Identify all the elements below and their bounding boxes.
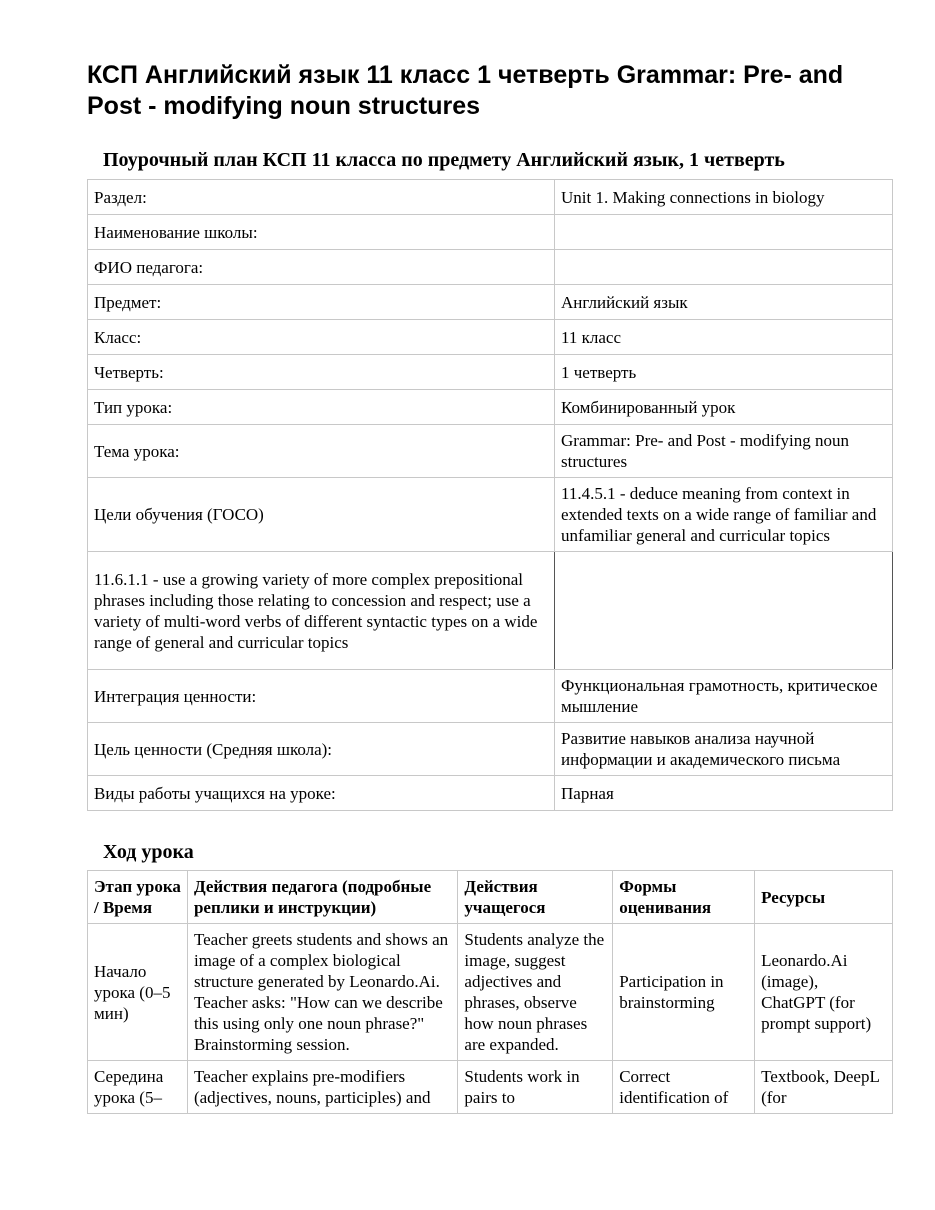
table-row (88, 1061, 893, 1114)
table-header-row (88, 871, 893, 924)
info-label: Четверть: (88, 355, 555, 390)
info-value (555, 250, 893, 285)
table-cell: Students work in pairs to (458, 1061, 613, 1114)
column-header: Формы оценивания (613, 871, 755, 924)
table-cell: Начало урока (0–5 мин) (88, 924, 188, 1061)
table-row (88, 215, 893, 250)
table-row (88, 776, 893, 811)
info-value: Английский язык (555, 285, 893, 320)
info-label: Тема урока: (88, 425, 555, 478)
table-row (88, 285, 893, 320)
info-label: Наименование школы: (88, 215, 555, 250)
column-header: Действия учащегося (458, 871, 613, 924)
table-cell: Participation in brainstorming (613, 924, 755, 1061)
table-row (88, 355, 893, 390)
table-cell: Textbook, DeepL (for (755, 1061, 893, 1114)
info-label: Предмет: (88, 285, 555, 320)
column-header: Этап урока / Время (88, 871, 188, 924)
table-cell: Teacher explains pre-modifiers (adjectives, nouns, participles) and (187, 1061, 457, 1114)
table-row (88, 425, 893, 478)
info-value: Grammar: Pre- and Post - modifying noun structures (555, 425, 893, 478)
info-value: Парная (555, 776, 893, 811)
info-value: 11.4.5.1 - deduce meaning from context in extended texts on a wide range of familiar and unfamiliar general and curricular topics (555, 478, 893, 552)
table-row (88, 320, 893, 355)
info-label: Виды работы учащихся на уроке: (88, 776, 555, 811)
info-value: Развитие навыков анализа научной информации и академического письма (555, 723, 893, 776)
table-row (88, 478, 893, 552)
lesson-table-viewport (87, 870, 895, 1165)
info-value (555, 215, 893, 250)
table-row (88, 552, 893, 670)
lesson-table (87, 870, 893, 1114)
info-value: 1 четверть (555, 355, 893, 390)
info-value (555, 552, 893, 670)
table-row (88, 723, 893, 776)
table-cell: Correct identification of (613, 1061, 755, 1114)
column-header: Действия педагога (подробные реплики и инструкции) (187, 871, 457, 924)
info-label: 11.6.1.1 - use a growing variety of more complex prepositional phrases including those relating to concession and respect; use a variety of multi-word verbs of different syntactic types on a wide range of general and curricular topics (88, 552, 555, 670)
info-value: Unit 1. Making connections in biology (555, 180, 893, 215)
info-label: Класс: (88, 320, 555, 355)
info-label: Раздел: (88, 180, 555, 215)
info-label: Интеграция ценности: (88, 670, 555, 723)
lesson-info-table (87, 179, 893, 811)
info-label: Цели обучения (ГОСО) (88, 478, 555, 552)
table-row (88, 924, 893, 1061)
table-cell: Students analyze the image, suggest adjectives and phrases, observe how noun phrases are expanded. (458, 924, 613, 1061)
column-header: Ресурсы (755, 871, 893, 924)
table-cell: Teacher greets students and shows an image of a complex biological structure generated by Leonardo.Ai. Teacher asks: "How can we describe this using only one noun phrase?" Brainstorming session. (187, 924, 457, 1061)
table-row (88, 670, 893, 723)
info-label: ФИО педагога: (88, 250, 555, 285)
info-label: Цель ценности (Средняя школа): (88, 723, 555, 776)
table-cell: Leonardo.Ai (image), ChatGPT (for prompt support) (755, 924, 893, 1061)
plan-heading: Поурочный план КСП 11 класса по предмету Английский язык, 1 четверть (103, 149, 785, 171)
lesson-heading: Ход урока (103, 841, 194, 863)
info-value: 11 класс (555, 320, 893, 355)
table-row (88, 180, 893, 215)
table-cell: Середина урока (5– (88, 1061, 188, 1114)
info-label: Тип урока: (88, 390, 555, 425)
info-value: Комбинированный урок (555, 390, 893, 425)
table-row (88, 250, 893, 285)
document-title: КСП Английский язык 11 класс 1 четверть Grammar: Pre- and Post - modifying noun structures (87, 61, 844, 120)
table-row (88, 390, 893, 425)
info-value: Функциональная грамотность, критическое мышление (555, 670, 893, 723)
